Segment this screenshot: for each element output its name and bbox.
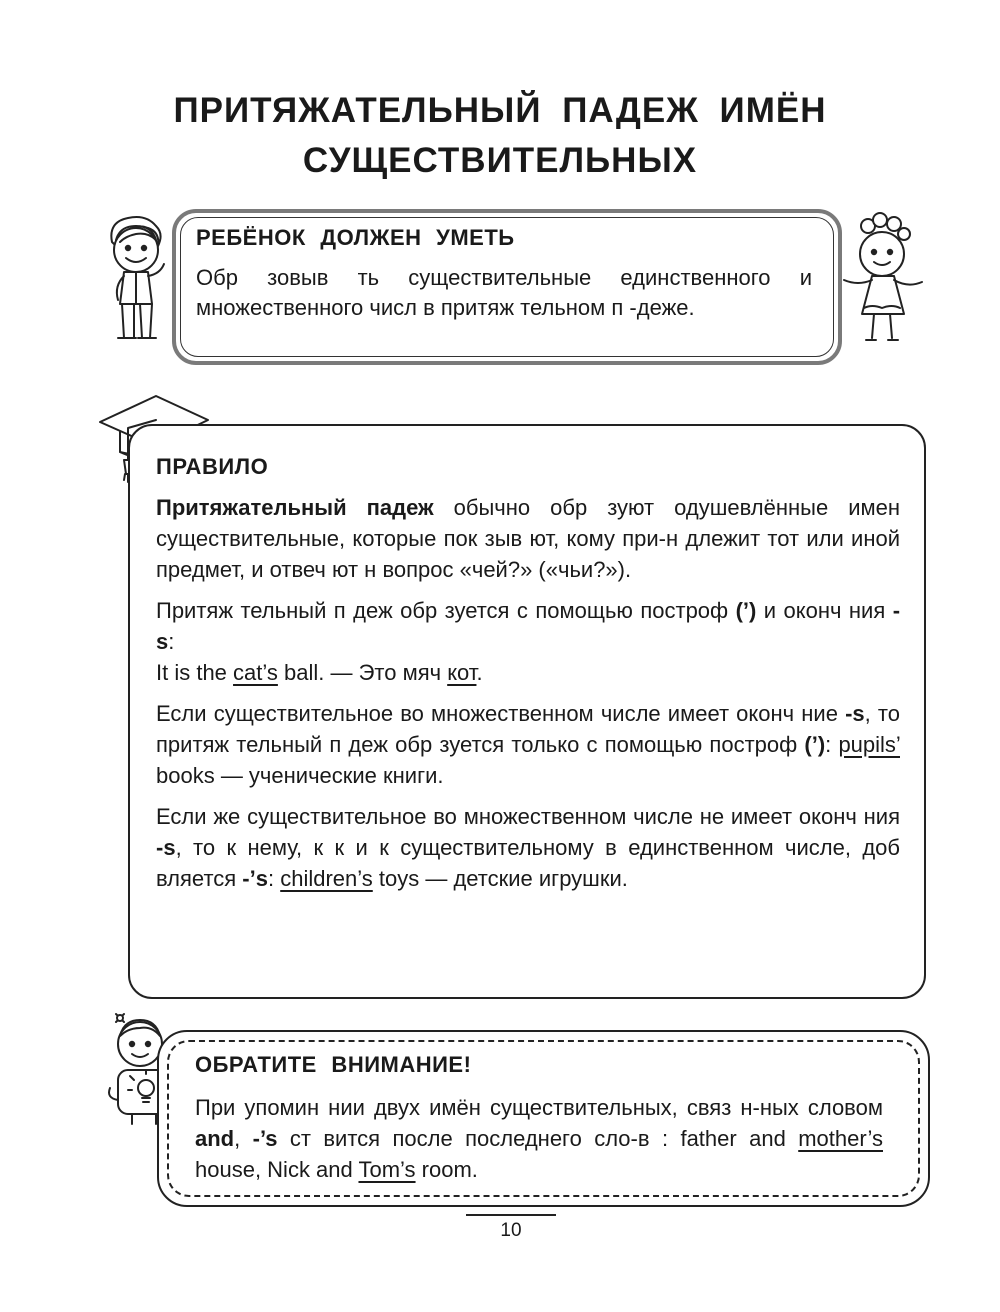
page-number: 10: [500, 1220, 522, 1241]
note-comma: ,: [234, 1126, 253, 1151]
example-mothers: mother’s: [798, 1126, 883, 1151]
girl-illustration: [838, 210, 928, 352]
note-box: [157, 1030, 930, 1207]
example-pupils: pupils’: [838, 732, 900, 757]
note-text-1: При упомин нии двух имён существительных, связ н-ных словом: [195, 1095, 883, 1120]
rule-p1-text: обычно обр зуют одушевлённые имен существительные, которые пок зыв ют, кому при-н длежит тот или иной предмет, и отвеч ют н вопрос «чей?» («чьи?»).: [156, 495, 901, 582]
boy-illustration: [98, 212, 178, 352]
apostrophe-mark-2: (’): [804, 732, 826, 757]
rule-example-1: [156, 657, 900, 688]
note-apostrophe-s: -’s: [252, 1126, 278, 1151]
rule-p4-colon: :: [267, 866, 281, 891]
rule-p2-colon: :: [168, 629, 175, 654]
rule-p4-text-3: toys — детские игрушки.: [372, 866, 628, 891]
apostrophe-s: -’s: [242, 866, 268, 891]
example-1-text-2: ball. — Это мяч: [277, 660, 448, 685]
rule-heading: ПРАВИЛО: [156, 454, 269, 479]
page-number-rule: [466, 1214, 556, 1216]
rule-p2-text-2: и оконч ния: [756, 598, 893, 623]
rule-box: [128, 424, 926, 999]
note-text: [195, 1092, 883, 1185]
rule-p3-text-2: , то притяж тельный п деж обр зуется только с помощью построф: [156, 701, 900, 757]
page-title-line-2: СУЩЕСТВИТЕЛЬНЫХ: [302, 141, 698, 180]
ending-s-3: -s: [156, 835, 176, 860]
example-1-text: It is the: [156, 660, 234, 685]
rule-content: [156, 492, 900, 904]
page-title-line-1: ПРИТЯЖАТЕЛЬНЫЙ ПАДЕЖ ИМЁН: [173, 91, 827, 130]
note-heading: ОБРАТИТЕ ВНИМАНИЕ!: [195, 1052, 472, 1077]
note-and: and: [195, 1126, 235, 1151]
rule-paragraph-3: [156, 698, 900, 791]
rule-p3-text-3: books — ученические книги.: [156, 763, 444, 788]
rule-paragraph-4: [156, 801, 900, 894]
skills-text: Обр зовыв ть существительные единственного и множественного числ в притяж тельном п -деже.: [196, 265, 812, 320]
example-1-underlined-2: кот: [447, 660, 477, 685]
note-text-3: house, Nick and: [195, 1157, 359, 1182]
note-text-4: room.: [415, 1157, 478, 1182]
rule-p3-colon: :: [825, 732, 839, 757]
rule-paragraph-2: [156, 595, 900, 657]
page-title: [0, 86, 1000, 186]
example-1-end: .: [476, 660, 483, 685]
rule-p3-text: Если существительное во множественном числе имеет оконч ние: [156, 701, 846, 726]
skills-box: [172, 209, 842, 365]
rule-term: Притяжательный падеж: [156, 495, 434, 520]
apostrophe-mark: (’): [735, 598, 757, 623]
ending-s: -s: [156, 598, 901, 654]
rule-p4-text-2: , то к нему, к к и к существительному в единственном числе, доб вляется: [156, 835, 900, 891]
ending-s-2: -s: [845, 701, 865, 726]
note-text-2: ст вится после последнего сло-в : father and: [277, 1126, 799, 1151]
example-childrens: children’s: [280, 866, 373, 891]
rule-p4-text: Если же существительное во множественном числе не имеет оконч ния: [156, 804, 900, 829]
example-toms: Tom’s: [358, 1157, 416, 1182]
rule-p2-text: Притяж тельный п деж обр зуется с помощью построф: [156, 598, 736, 623]
example-1-underlined: cat’s: [233, 660, 278, 685]
rule-paragraph-1: [156, 492, 900, 585]
skills-heading: РЕБЁНОК ДОЛЖЕН УМЕТЬ: [196, 225, 515, 250]
